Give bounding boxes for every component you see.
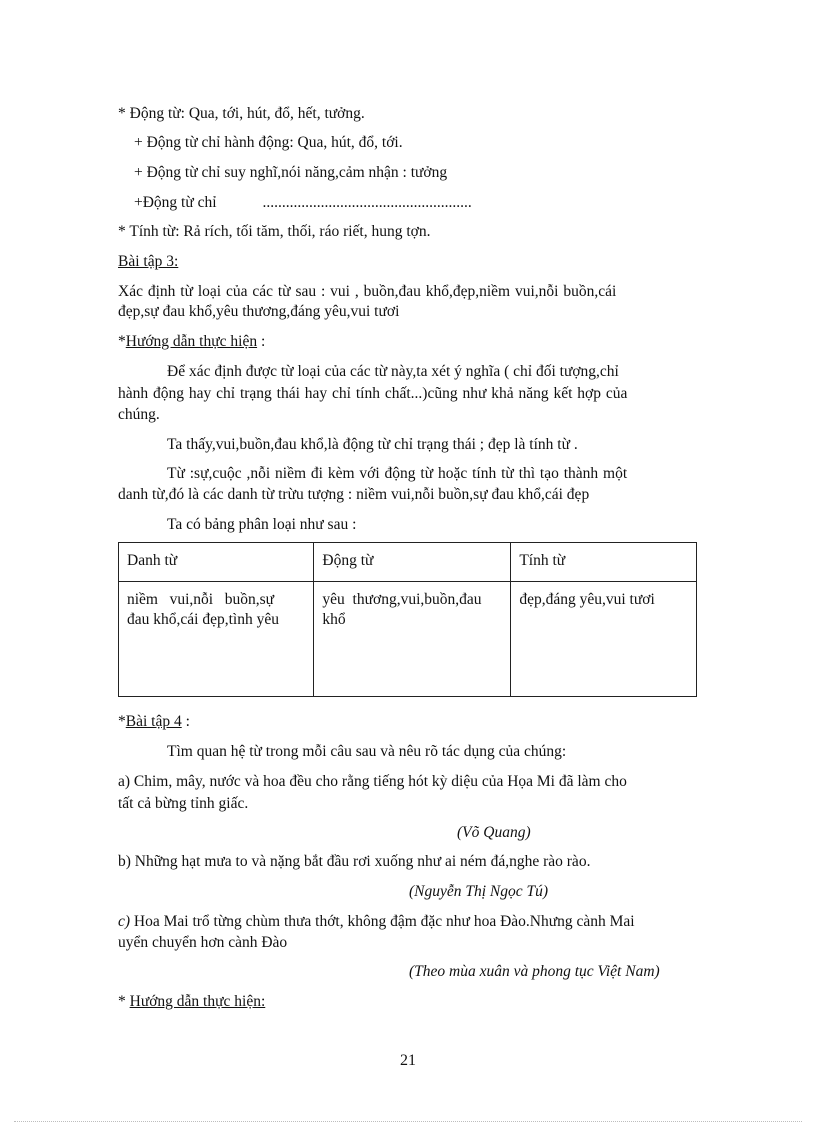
guide-heading-2: [118, 992, 265, 1012]
sentence-a-source: (Võ Quang): [457, 824, 531, 841]
paragraph-1-line-1: Để xác định được từ loại của các từ này,ta xét ý nghĩa ( chỉ đối tượng,chỉ: [167, 363, 619, 380]
exercise-4-label: Bài tập 4: [125, 713, 182, 730]
paragraph-2: Ta thấy,vui,buồn,đau khổ,là động từ chỉ trạng thái ; đẹp là tính từ .: [167, 436, 578, 453]
exercise-4-star: *: [118, 713, 126, 730]
sentence-a-line-1: a) Chim, mây, nước và hoa đều cho rằng tiếng hót kỳ diệu của Họa Mi đã làm cho: [118, 773, 627, 790]
paragraph-1-line-3: chúng.: [118, 406, 160, 423]
table-cell-nouns: [119, 582, 314, 697]
guide-2-label: Hướng dẫn thực hiện:: [129, 993, 266, 1010]
cell-line: yêu thương,vui,buồn,đau: [322, 591, 482, 608]
adjective-list-line: * Tính từ: Rả rích, tối tăm, thối, ráo riết, hung tợn.: [118, 223, 431, 240]
action-verb-line: + Động từ chỉ hành động: Qua, hút, đổ, tới.: [134, 134, 403, 151]
exercise-4-title: [118, 712, 190, 732]
paragraph-3-line-2: danh từ,đó là các danh từ trừu tượng : niềm vui,nỗi buồn,sự đau khổ,cái đẹp: [118, 486, 590, 503]
sentence-c-label: c): [118, 913, 131, 930]
table-row: [119, 582, 697, 697]
sentence-b-source: (Nguyễn Thị Ngọc Tú): [409, 883, 549, 900]
guide-star: *: [118, 333, 126, 350]
page-number: 21: [400, 1052, 416, 1069]
paragraph-1-line-2: hành động hay chỉ trạng thái hay chỉ tính chất...)cũng như khả năng kết hợp của: [118, 385, 628, 402]
blank-dots: ......................................................: [262, 194, 472, 211]
cell-line: niềm vui,nỗi buồn,sự: [127, 591, 275, 608]
guide-label: Hướng dẫn thực hiện: [125, 333, 258, 350]
blank-verb-line: [134, 193, 472, 213]
sentence-b-line-1: b) Những hạt mưa to và nặng bắt đầu rơi xuống như ai ném đá,nghe rào rào.: [118, 853, 591, 870]
thinking-verb-line: + Động từ chỉ suy nghĩ,nói năng,cảm nhận : tưởng: [134, 164, 448, 181]
blank-verb-label: +Động từ chỉ: [134, 194, 217, 211]
table-cell-verbs: [314, 582, 511, 697]
page-bottom-divider: [14, 1121, 802, 1122]
exercise-3-question-line-2: đẹp,sự đau khổ,yêu thương,đáng yêu,vui tươi: [118, 303, 400, 320]
exercise-3-title: Bài tập 3:: [118, 253, 179, 270]
word-class-table: [118, 542, 697, 697]
guide-heading-1: [118, 332, 265, 352]
table-header-verb: Động từ: [314, 543, 511, 582]
cell-line: đau khổ,cái đẹp,tình yêu: [127, 611, 279, 628]
table-header-noun: Danh từ: [119, 543, 314, 582]
table-header-adjective: Tính từ: [511, 543, 697, 582]
exercise-3-question-line-1: Xác định từ loại của các từ sau : vui , buồn,đau khổ,đẹp,niềm vui,nỗi buồn,cái: [118, 283, 617, 300]
paragraph-3-line-1: Từ :sự,cuộc ,nỗi niềm đi kèm với động từ hoặc tính từ thì tạo thành một: [167, 465, 628, 482]
verb-list-line: * Động từ: Qua, tới, hút, đổ, hết, tưởng.: [118, 105, 365, 122]
table-cell-adjectives: [511, 582, 697, 697]
sentence-c-line-1: [118, 912, 635, 932]
cell-line: khổ: [322, 611, 346, 628]
sentence-c-text: Hoa Mai trổ từng chùm thưa thớt, không đậm đặc như hoa Đào.Nhưng cành Mai: [130, 913, 635, 930]
guide-2-star: *: [118, 993, 126, 1010]
sentence-c-line-2: uyển chuyển hơn cành Đào: [118, 934, 288, 951]
exercise-4-intro: Tìm quan hệ từ trong mỗi câu sau và nêu rõ tác dụng của chúng:: [167, 743, 567, 760]
exercise-4-colon: :: [181, 713, 190, 730]
sentence-a-line-2: tất cả bừng tỉnh giấc.: [118, 795, 249, 812]
sentence-c-source: (Theo mùa xuân và phong tục Việt Nam): [409, 963, 660, 980]
guide-colon: :: [257, 333, 266, 350]
table-header-row: [119, 543, 697, 582]
cell-line: đẹp,đáng yêu,vui tươi: [519, 591, 655, 608]
paragraph-4: Ta có bảng phân loại như sau :: [167, 516, 357, 533]
